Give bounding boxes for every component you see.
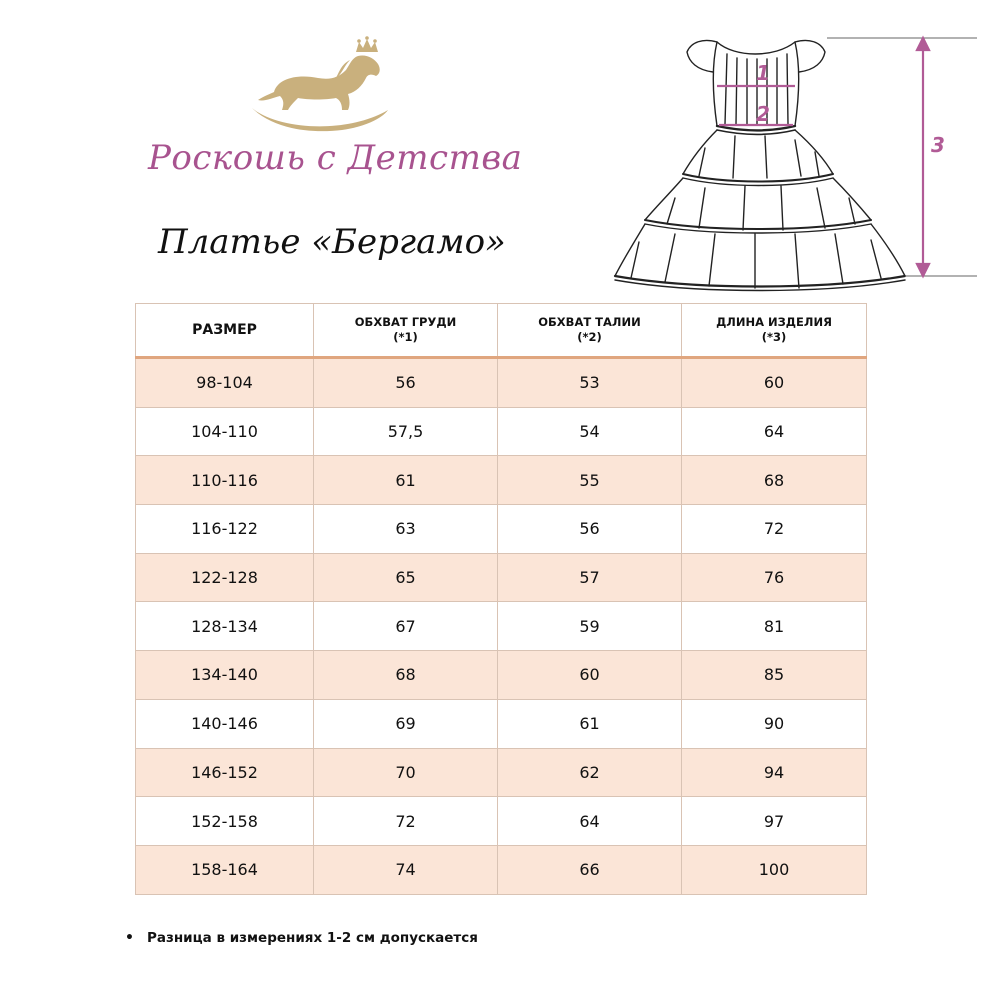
cell-length: 68 <box>682 456 867 505</box>
size-table-header <box>136 304 867 358</box>
cell-waist: 54 <box>498 407 682 456</box>
cell-size: 128-134 <box>136 602 314 651</box>
cell-length: 100 <box>682 845 867 894</box>
cell-length: 60 <box>682 358 867 408</box>
table-row <box>136 797 867 846</box>
cell-length: 85 <box>682 651 867 700</box>
header-size: РАЗМЕР <box>136 304 314 358</box>
measure-mark-1: 1 <box>756 61 770 85</box>
cell-chest: 57,5 <box>314 407 498 456</box>
bullet-icon: • <box>125 930 134 946</box>
table-row <box>136 651 867 700</box>
cell-chest: 67 <box>314 602 498 651</box>
cell-length: 97 <box>682 797 867 846</box>
table-row <box>136 748 867 797</box>
cell-length: 94 <box>682 748 867 797</box>
cell-waist: 59 <box>498 602 682 651</box>
cell-waist: 57 <box>498 553 682 602</box>
cell-chest: 61 <box>314 456 498 505</box>
measure-mark-3: 3 <box>931 133 945 157</box>
cell-size: 134-140 <box>136 651 314 700</box>
cell-chest: 69 <box>314 699 498 748</box>
cell-length: 81 <box>682 602 867 651</box>
cell-chest: 65 <box>314 553 498 602</box>
cell-size: 116-122 <box>136 505 314 554</box>
brand-name: Роскошь с Детства <box>148 138 523 178</box>
size-table <box>135 303 867 895</box>
cell-chest: 68 <box>314 651 498 700</box>
cell-size: 110-116 <box>136 456 314 505</box>
table-row <box>136 845 867 894</box>
cell-size: 98-104 <box>136 358 314 408</box>
cell-chest: 74 <box>314 845 498 894</box>
header-length: ДЛИНА ИЗДЕЛИЯ (*3) <box>682 304 867 358</box>
cell-waist: 56 <box>498 505 682 554</box>
cell-waist: 64 <box>498 797 682 846</box>
tolerance-note-text: Разница в измерениях 1-2 см допускается <box>147 930 478 946</box>
cell-length: 72 <box>682 505 867 554</box>
cell-chest: 56 <box>314 358 498 408</box>
table-row <box>136 407 867 456</box>
cell-chest: 63 <box>314 505 498 554</box>
cell-size: 104-110 <box>136 407 314 456</box>
table-row <box>136 505 867 554</box>
table-row <box>136 699 867 748</box>
tolerance-note <box>125 930 478 946</box>
cell-waist: 61 <box>498 699 682 748</box>
cell-size: 140-146 <box>136 699 314 748</box>
header-chest: ОБХВАТ ГРУДИ (*1) <box>314 304 498 358</box>
table-row <box>136 602 867 651</box>
cell-waist: 60 <box>498 651 682 700</box>
cell-size: 152-158 <box>136 797 314 846</box>
cell-waist: 66 <box>498 845 682 894</box>
rocking-horse-crown-icon <box>238 30 398 140</box>
dress-measurement-diagram <box>605 28 990 296</box>
product-title: Платье «Бергамо» <box>158 222 506 262</box>
cell-chest: 70 <box>314 748 498 797</box>
cell-waist: 62 <box>498 748 682 797</box>
size-table-body <box>136 358 867 895</box>
cell-chest: 72 <box>314 797 498 846</box>
measure-mark-2: 2 <box>756 102 770 126</box>
table-row <box>136 456 867 505</box>
table-row <box>136 553 867 602</box>
cell-length: 90 <box>682 699 867 748</box>
cell-length: 64 <box>682 407 867 456</box>
cell-waist: 53 <box>498 358 682 408</box>
cell-waist: 55 <box>498 456 682 505</box>
cell-size: 122-128 <box>136 553 314 602</box>
header-waist: ОБХВАТ ТАЛИИ (*2) <box>498 304 682 358</box>
cell-size: 146-152 <box>136 748 314 797</box>
cell-length: 76 <box>682 553 867 602</box>
cell-size: 158-164 <box>136 845 314 894</box>
table-row <box>136 358 867 408</box>
